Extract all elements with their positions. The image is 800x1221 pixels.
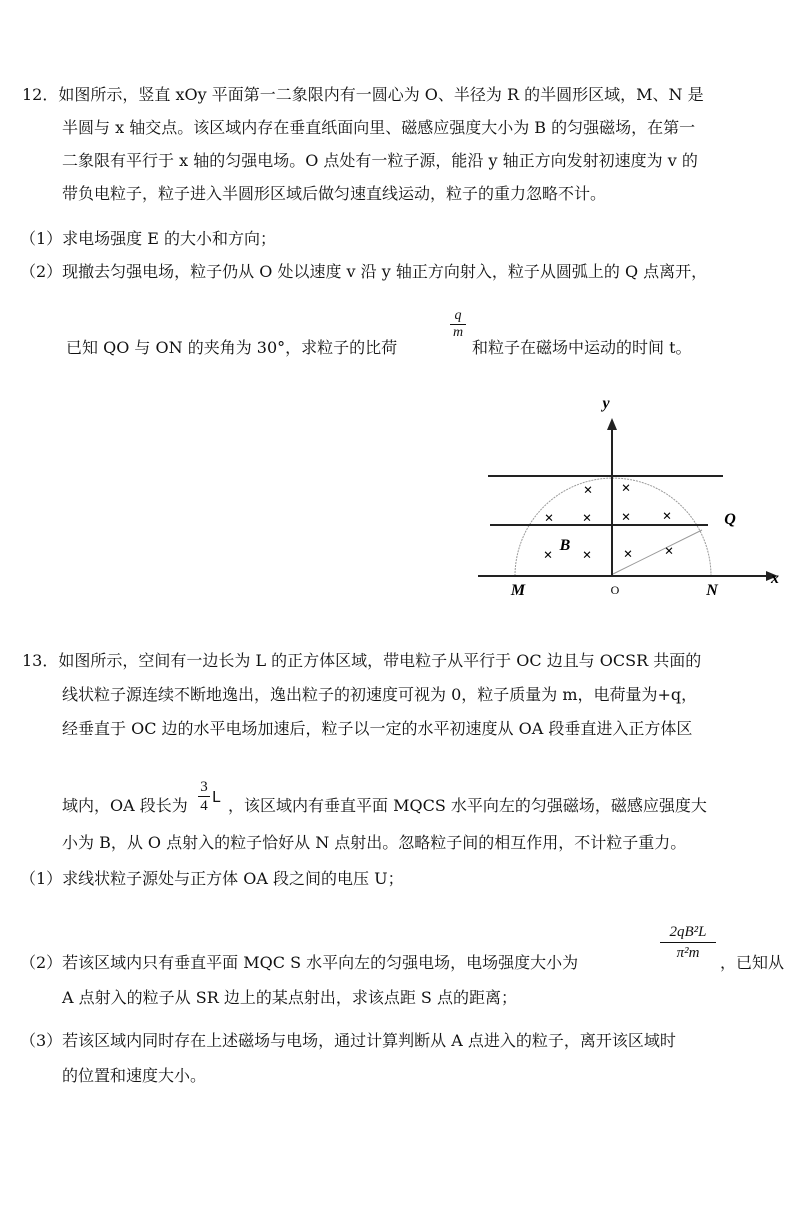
frac-num: 3	[200, 779, 208, 795]
cross-mark: ×	[582, 547, 592, 564]
frac-den: 4	[198, 796, 210, 815]
q12-part-2-cont-a: 已知 QO 与 ON 的夹角为 30°，求粒子的比荷	[66, 338, 398, 357]
cross-mark: ×	[544, 510, 554, 527]
q13-part-3-line-2: 的位置和速度大小。	[62, 1066, 207, 1085]
q13-line-4b: ，该区域内有垂直平面 MQCS 水平向左的匀强磁场，磁感应强度大	[228, 796, 707, 815]
q13-line-3: 经垂直于 OC 边的水平电场加速后，粒子以一定的水平初速度从 OA 段垂直进入正方体区	[62, 719, 693, 738]
three-quarters-fraction	[198, 778, 210, 815]
cross-mark: ×	[583, 482, 593, 499]
label-x: x	[771, 570, 779, 587]
frac-den: m	[450, 324, 466, 341]
frac-num: q	[454, 308, 462, 323]
q12-part-2-cont-b: 和粒子在磁场中运动的时间 t。	[472, 338, 692, 357]
label-y: y	[602, 395, 610, 412]
q12-line-1: 12．如图所示，竖直 xOy 平面第一二象限内有一圆心为 O、半径为 R 的半圆形区域，M、N 是	[22, 85, 704, 104]
q12-line-4: 带负电粒子，粒子进入半圆形区域后做匀速直线运动，粒子的重力忽略不计。	[62, 184, 607, 203]
label-m: M	[510, 582, 526, 599]
q13-part-2-line-2: A 点射入的粒子从 SR 边上的某点射出，求该点距 S 点的距离；	[62, 988, 517, 1007]
cross-mark: ×	[623, 546, 633, 563]
q12-part-1: （1）求电场强度 E 的大小和方向；	[20, 229, 277, 248]
q13-part-3: （3）若该区域内同时存在上述磁场与电场，通过计算判断从 A 点进入的粒子，离开该区域时	[20, 1031, 676, 1050]
cross-mark: ×	[621, 509, 631, 526]
q13-part-2b: ，已知从	[720, 953, 785, 972]
label-n: N	[706, 582, 718, 599]
q13-line-4a: 域内，OA 段长为	[62, 796, 188, 815]
q13-line-1: 13．如图所示，空间有一边长为 L 的正方体区域，带电粒子从平行于 OC 边且与 OCSR 共面的	[22, 651, 702, 670]
label-b: B	[559, 537, 571, 554]
frac-l: L	[212, 788, 221, 806]
q12-part-2: （2）现撤去匀强电场，粒子仍从 O 处以速度 v 沿 y 轴正方向射入，粒子从圆弧上的 Q 点离开，	[20, 262, 708, 281]
frac-den: π²m	[660, 942, 716, 963]
cross-mark: ×	[662, 508, 672, 525]
cross-mark: ×	[582, 510, 592, 527]
cross-mark: ×	[543, 547, 553, 564]
label-o: O	[610, 583, 620, 597]
cross-mark: ×	[664, 543, 674, 560]
q13-line-5: 小为 B，从 O 点射入的粒子恰好从 N 点射出。忽略粒子间的相互作用，不计粒子重力。	[62, 833, 687, 852]
q13-part-2a: （2）若该区域内只有垂直平面 MQC S 水平向左的匀强电场，电场强度大小为	[20, 953, 579, 972]
cross-mark: ×	[621, 480, 631, 497]
e-field-fraction	[660, 922, 716, 963]
y-axis-arrow-icon	[607, 418, 617, 430]
frac-num: 2qB²L	[669, 924, 707, 940]
label-q: Q	[724, 511, 736, 528]
q12-line-3: 二象限有平行于 x 轴的匀强电场。O 点处有一粒子源，能沿 y 轴正方向发射初速度为 v 的	[62, 151, 698, 170]
q12-line-2: 半圆与 x 轴交点。该区域内存在垂直纸面向里、磁感应强度大小为 B 的匀强磁场，在第一	[62, 118, 696, 137]
q13-line-2: 线状粒子源连续不断地逸出，逸出粒子的初速度可视为 0，粒子质量为 m，电荷量为+q，	[62, 685, 698, 704]
q13-part-1: （1）求线状粒子源处与正方体 OA 段之间的电压 U；	[20, 869, 404, 888]
